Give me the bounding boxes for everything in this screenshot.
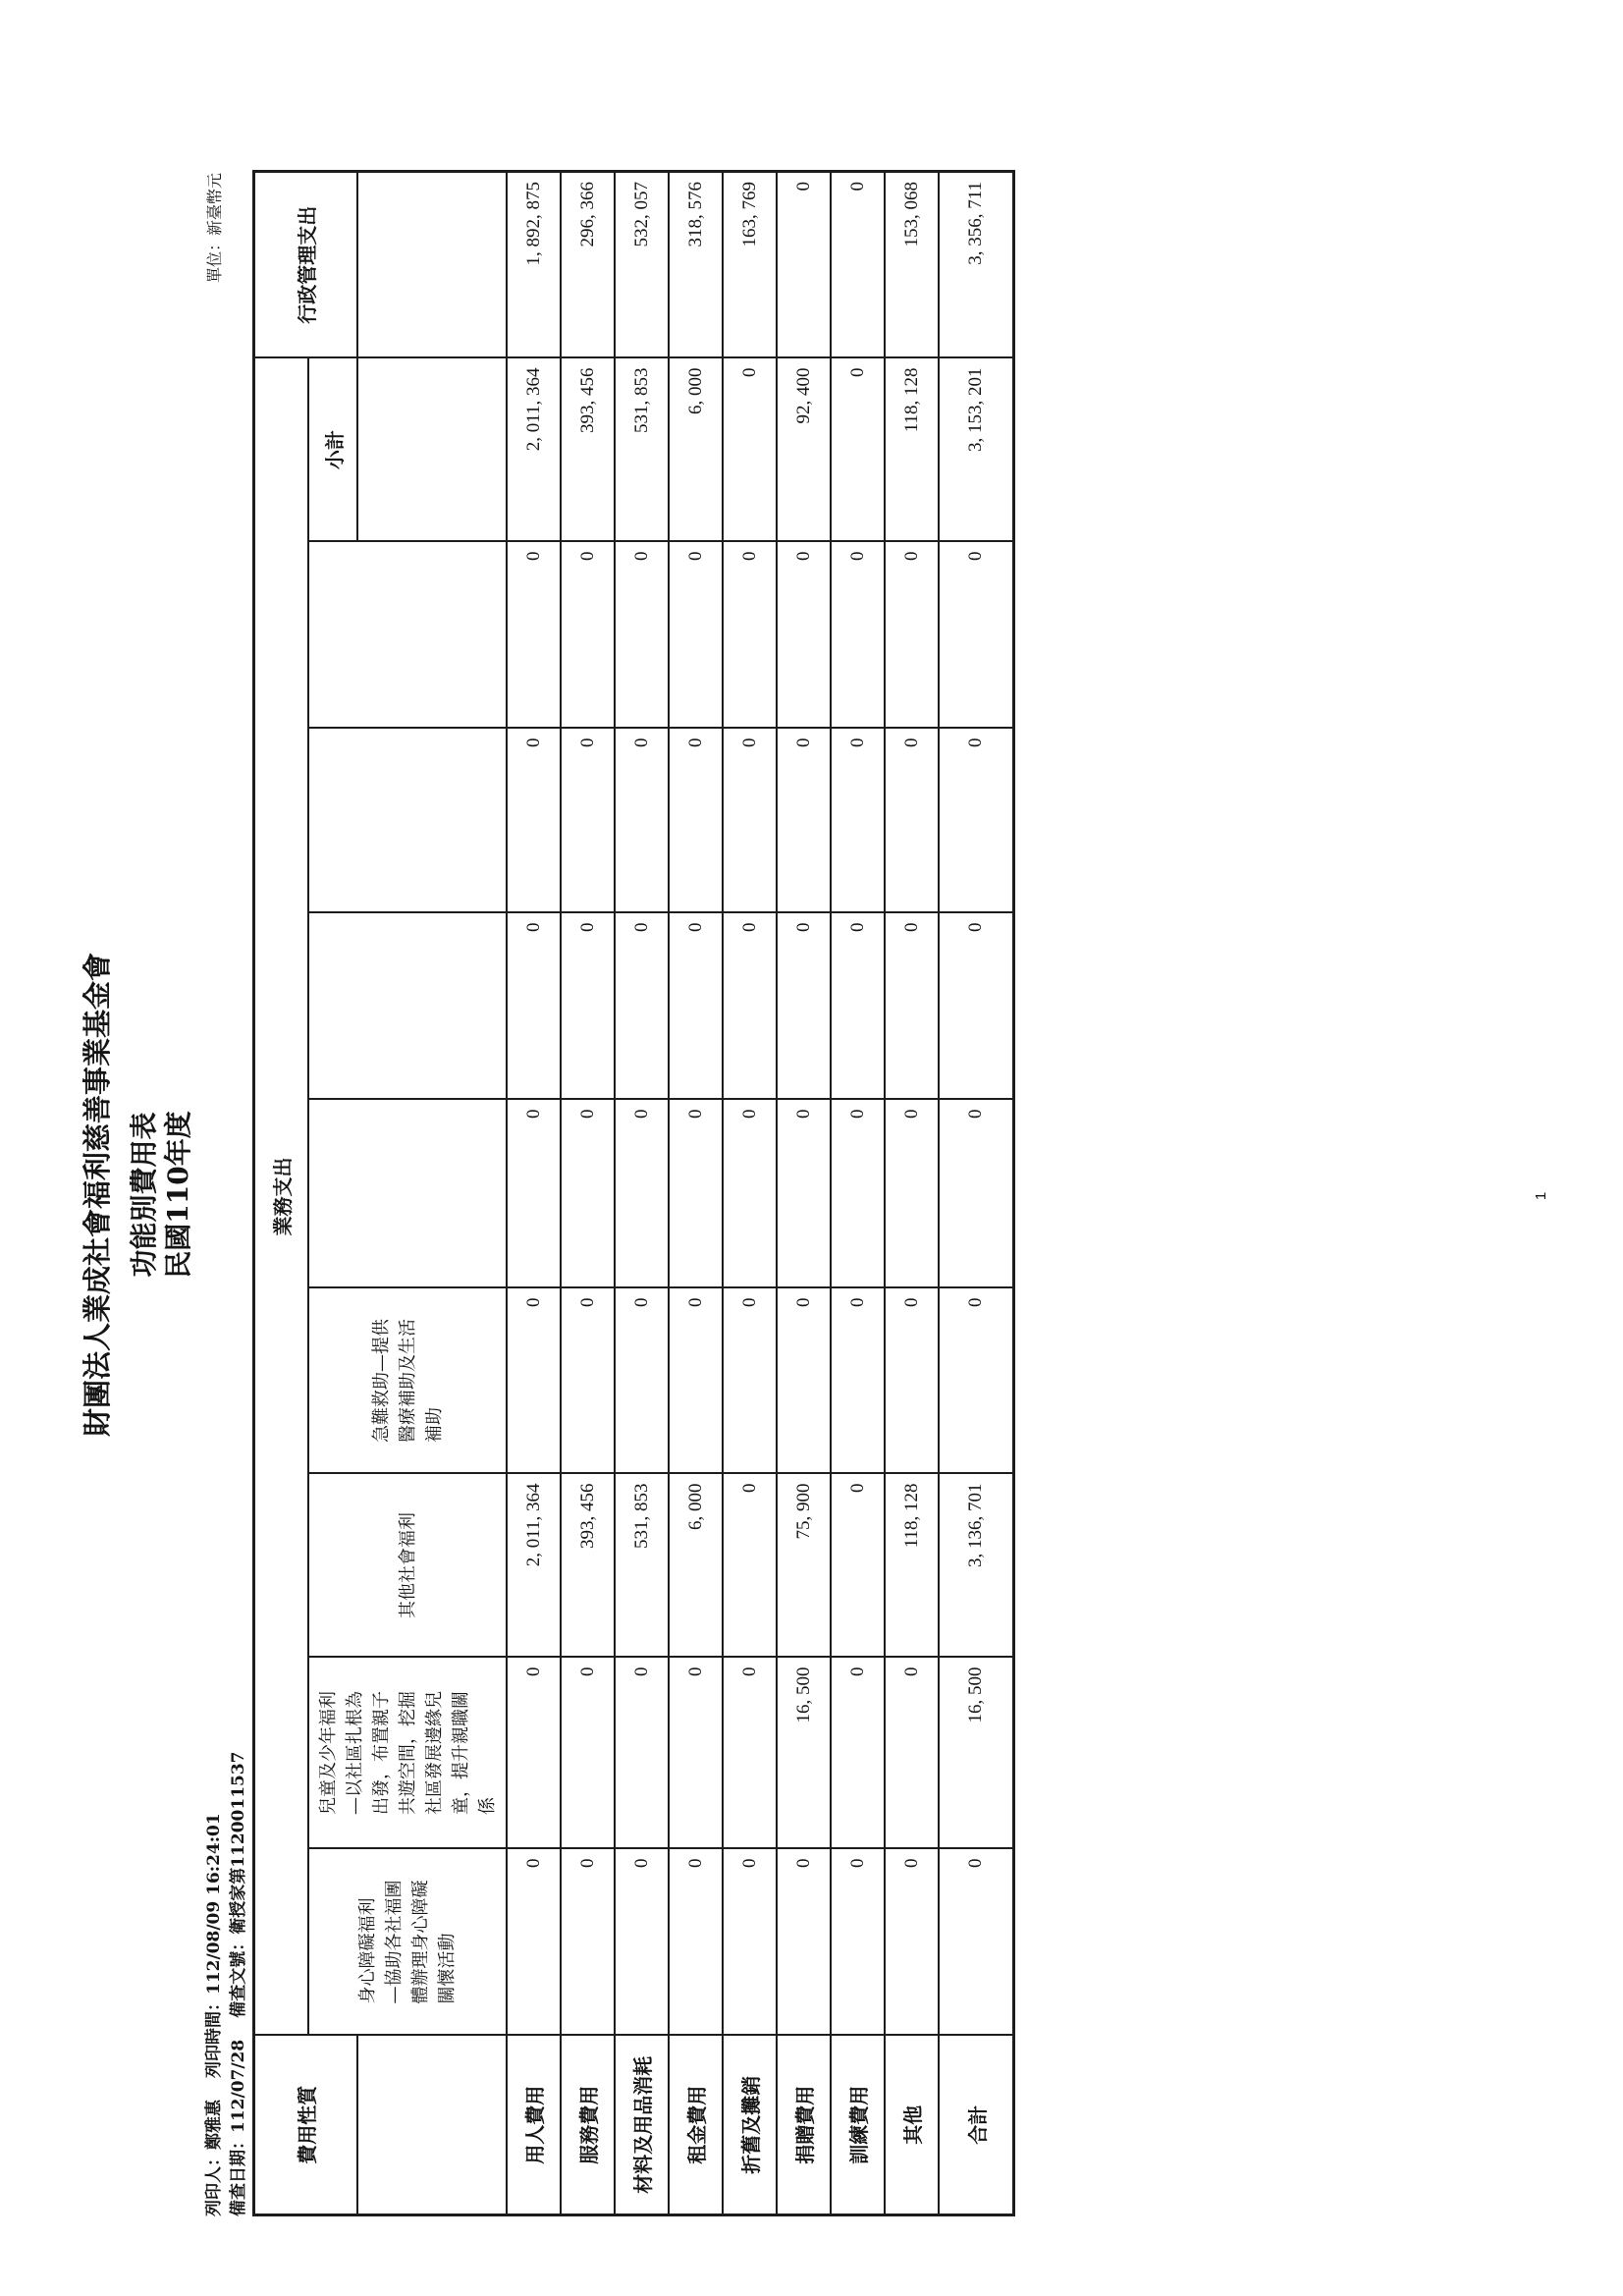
amount-cell: 2, 011, 364 [507, 1474, 561, 1658]
row-label: 服務費用 [561, 2036, 615, 2215]
header-line: 體辦理身心障礙 [410, 1880, 431, 2004]
header-line: 共遊空間，挖掘 [397, 1691, 418, 1815]
subtotal-cell: 0 [723, 357, 777, 541]
amount-cell: 0 [723, 1658, 777, 1849]
print-time: 列印時間：112/08/09 16:24:01 [204, 1813, 224, 2078]
corner-header: 費用性質 [254, 2036, 358, 2215]
total-cell: 3, 136, 701 [939, 1474, 1014, 1658]
subtotal-cell: 531, 853 [615, 357, 669, 541]
amount-cell: 0 [507, 1658, 561, 1849]
header-line: 身心障礙福利 [357, 1897, 378, 2004]
blank-column-header [308, 1100, 507, 1288]
amount-cell: 0 [507, 1849, 561, 2036]
functional-expense-table [252, 170, 1015, 2216]
header-text-block [395, 1512, 421, 1618]
subtotal-cell: 2, 011, 364 [507, 357, 561, 541]
amount-cell: 0 [831, 1658, 885, 1849]
header-line: —以社區扎根為 [344, 1691, 365, 1815]
header-line: 兒童及少年福利 [317, 1691, 339, 1815]
amount-cell: 0 [723, 729, 777, 913]
amount-cell: 0 [507, 1100, 561, 1288]
total-admin-cell: 3, 356, 711 [939, 171, 1014, 357]
amount-cell: 0 [831, 1100, 885, 1288]
total-cell: 0 [939, 1100, 1014, 1288]
admin-expense-header: 行政管理支出 [254, 171, 358, 357]
table-row [885, 171, 939, 2214]
amount-cell: 0 [669, 1100, 723, 1288]
amount-cell: 0 [561, 729, 615, 913]
amount-cell: 0 [777, 1100, 831, 1288]
amount-cell: 0 [831, 542, 885, 729]
subtotal-cell: 6, 000 [669, 357, 723, 541]
amount-cell: 0 [507, 542, 561, 729]
header-line: 急難救助—提供 [370, 1319, 392, 1443]
amount-cell: 0 [507, 1288, 561, 1474]
column-header-emergency-aid [308, 1288, 507, 1474]
amount-cell: 0 [885, 1288, 939, 1474]
admin-amount-cell: 0 [777, 171, 831, 357]
row-label: 合計 [939, 2036, 1014, 2215]
admin-amount-cell: 163, 769 [723, 171, 777, 357]
filing-date: 備查日期：112/07/28 [229, 2039, 248, 2216]
header-line: 醫療補助及生活 [397, 1319, 418, 1443]
total-cell: 0 [939, 729, 1014, 913]
header-line: 社區發展邊緣兒 [423, 1691, 445, 1815]
amount-cell: 0 [777, 1849, 831, 2036]
amount-cell: 0 [669, 729, 723, 913]
report-period: 民國110年度 [162, 1111, 194, 1279]
subtotal-cell: 92, 400 [777, 357, 831, 541]
amount-cell: 0 [723, 913, 777, 1100]
admin-amount-cell: 153, 068 [885, 171, 939, 357]
printed-by: 列印人：鄭雅惠 [204, 2100, 224, 2216]
table-row [723, 171, 777, 2214]
total-cell: 0 [939, 1849, 1014, 2036]
amount-cell: 0 [615, 542, 669, 729]
table-row [615, 171, 669, 2214]
amount-cell: 118, 128 [885, 1474, 939, 1658]
admin-amount-cell: 296, 366 [561, 171, 615, 357]
amount-cell: 0 [831, 729, 885, 913]
total-cell: 0 [939, 913, 1014, 1100]
amount-cell: 0 [885, 729, 939, 913]
column-header-children [308, 1658, 507, 1849]
column-header-disability [308, 1849, 507, 2036]
amount-cell: 0 [831, 1474, 885, 1658]
amount-cell: 0 [561, 542, 615, 729]
organization-name: 財團法人業成社會福利慈善事業基金會 [81, 953, 114, 1438]
filing-info-line [228, 1751, 250, 2216]
currency-unit: 單位：新臺幣元 [205, 173, 224, 284]
amount-cell: 0 [669, 1849, 723, 2036]
amount-cell: 0 [885, 1100, 939, 1288]
filing-number: 備查文號：衛授家第1120011537 [229, 1751, 248, 2018]
amount-cell: 16, 500 [777, 1658, 831, 1849]
amount-cell: 0 [777, 1288, 831, 1474]
total-subtotal-cell: 3, 153, 201 [939, 357, 1014, 541]
blank-column-header [308, 542, 507, 729]
amount-cell: 0 [723, 1474, 777, 1658]
header-line: 出發，布置親子 [370, 1691, 392, 1815]
blank-column-header [308, 729, 507, 913]
print-info-line [203, 1813, 226, 2216]
blank-header-cell [357, 171, 507, 357]
amount-cell: 0 [507, 729, 561, 913]
amount-cell: 0 [669, 1288, 723, 1474]
amount-cell: 0 [885, 1658, 939, 1849]
header-line: 童，提升親職關 [450, 1691, 471, 1815]
row-label: 材料及用品消耗 [615, 2036, 669, 2215]
admin-amount-cell: 0 [831, 171, 885, 357]
header-line: 其他社會福利 [397, 1512, 418, 1618]
amount-cell: 0 [723, 1288, 777, 1474]
amount-cell: 0 [885, 913, 939, 1100]
row-label: 用人費用 [507, 2036, 561, 2215]
header-line: 補助 [423, 1407, 445, 1443]
report-title: 功能別費用表 [128, 1112, 160, 1278]
table-row [669, 171, 723, 2214]
amount-cell: 0 [561, 913, 615, 1100]
amount-cell: 0 [615, 1849, 669, 2036]
row-label: 訓練費用 [831, 2036, 885, 2215]
amount-cell: 0 [669, 913, 723, 1100]
amount-cell: 0 [777, 913, 831, 1100]
blank-column-header [308, 913, 507, 1100]
amount-cell: 0 [507, 913, 561, 1100]
amount-cell: 0 [885, 542, 939, 729]
amount-cell: 0 [777, 542, 831, 729]
subtotal-cell: 118, 128 [885, 357, 939, 541]
table-row [831, 171, 885, 2214]
header-line: —協助各社福團 [384, 1880, 405, 2004]
amount-cell: 0 [723, 1100, 777, 1288]
subtotal-cell: 0 [831, 357, 885, 541]
table-row [561, 171, 615, 2214]
amount-cell: 0 [669, 1658, 723, 1849]
header-text-block [368, 1319, 448, 1443]
amount-cell: 0 [561, 1288, 615, 1474]
total-cell: 0 [939, 542, 1014, 729]
amount-cell: 0 [561, 1100, 615, 1288]
amount-cell: 0 [723, 542, 777, 729]
table-row [507, 171, 561, 2214]
amount-cell: 0 [561, 1658, 615, 1849]
amount-cell: 0 [615, 729, 669, 913]
blank-header-cell [357, 357, 507, 541]
table-row [777, 171, 831, 2214]
business-expense-header: 業務支出 [254, 357, 309, 2035]
amount-cell: 0 [777, 729, 831, 913]
amount-cell: 0 [615, 1658, 669, 1849]
amount-cell: 0 [561, 1849, 615, 2036]
amount-cell: 75, 900 [777, 1474, 831, 1658]
amount-cell: 0 [615, 913, 669, 1100]
subtotal-header: 小計 [308, 357, 357, 541]
admin-amount-cell: 532, 057 [615, 171, 669, 357]
total-row [939, 171, 1014, 2214]
amount-cell: 0 [723, 1849, 777, 2036]
header-text-block [354, 1881, 460, 2004]
admin-amount-cell: 318, 576 [669, 171, 723, 357]
total-cell: 0 [939, 1288, 1014, 1474]
header-text-block [315, 1691, 501, 1815]
admin-amount-cell: 1, 892, 875 [507, 171, 561, 357]
row-label: 其他 [885, 2036, 939, 2215]
blank-header-cell [357, 2036, 507, 2215]
column-header-other-welfare [308, 1474, 507, 1658]
header-line: 關懷活動 [437, 1933, 458, 2004]
page-number: 1 [1533, 1191, 1549, 1201]
amount-cell: 0 [885, 1849, 939, 2036]
row-label: 折舊及攤銷 [723, 2036, 777, 2215]
row-label: 捐贈費用 [777, 2036, 831, 2215]
amount-cell: 0 [615, 1288, 669, 1474]
subtotal-cell: 393, 456 [561, 357, 615, 541]
total-cell: 16, 500 [939, 1658, 1014, 1849]
amount-cell: 0 [669, 542, 723, 729]
amount-cell: 531, 853 [615, 1474, 669, 1658]
header-row-1 [254, 171, 309, 2214]
amount-cell: 0 [831, 1288, 885, 1474]
row-label: 租金費用 [669, 2036, 723, 2215]
amount-cell: 0 [831, 913, 885, 1100]
header-row-2 [308, 171, 357, 2214]
amount-cell: 0 [831, 1849, 885, 2036]
amount-cell: 0 [615, 1100, 669, 1288]
header-line: 係 [476, 1797, 498, 1815]
amount-cell: 6, 000 [669, 1474, 723, 1658]
amount-cell: 393, 456 [561, 1474, 615, 1658]
